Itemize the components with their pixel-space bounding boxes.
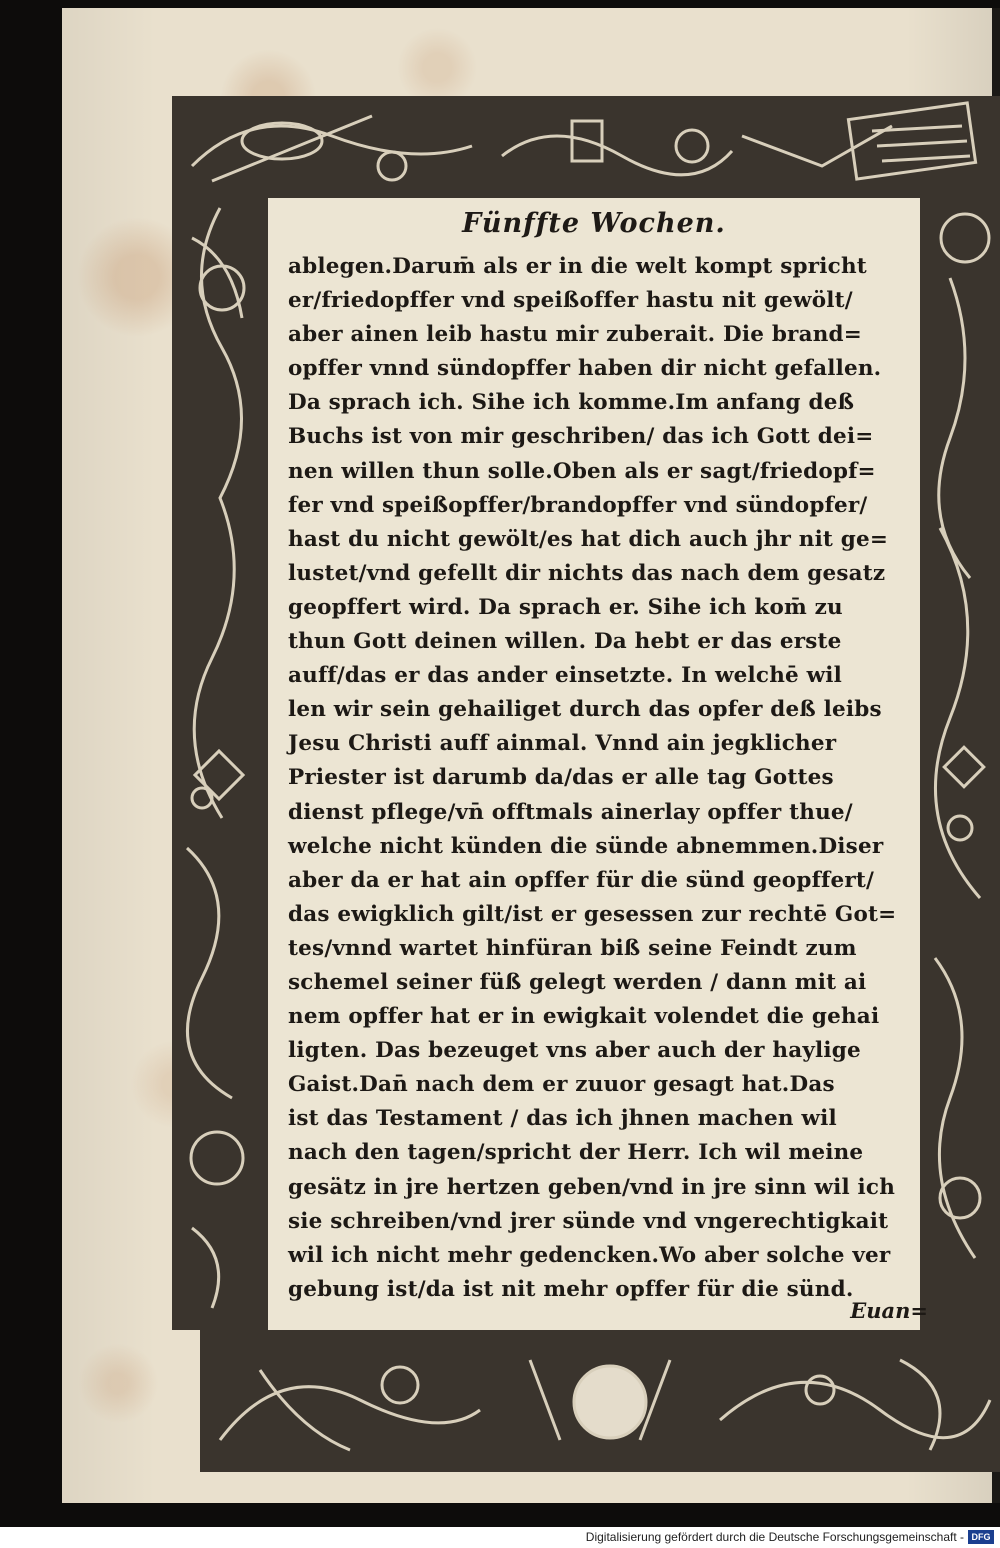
body-text [288,250,928,1307]
text-line: auff/das er das ander einsetzte. In welchē wil [288,663,843,689]
text-line: ablegen.Darum̄ als er in die welt kompt spricht [288,254,867,279]
text-line: Gaist.Dan̄ nach dem er zuuor gesagt hat.Das [288,1072,835,1098]
text-panel [268,198,928,1330]
text-line: wil ich nicht mehr gedencken.Wo aber solche ver [288,1242,891,1268]
text-line: Priester ist darumb da/das er alle tag Gottes [288,765,834,791]
text-line: Jesu Christi auff ainmal. Vnnd ain jegklicher [288,731,837,757]
text-line: aber ainen leib hastu mir zuberait. Die brand= [288,322,862,348]
woodcut-border-bottom [200,1330,1000,1472]
text-line: thun Gott deinen willen. Da hebt er das erste [288,629,842,655]
text-line: ligten. Das bezeuget vns aber auch der haylige [288,1038,861,1064]
text-line: tes/vnnd wartet hinfüran biß seine Feindt zum [288,935,857,961]
text-line: len wir sein gehailiget durch das opfer deß leibs [288,697,882,723]
text-line: welche nicht künden die sünde abnemmen.Diser [288,833,884,859]
text-line: schemel seiner füß gelegt werden / dann mit ai [288,969,867,995]
text-line: ist das Testament / das ich jhnen machen wil [288,1106,837,1132]
woodcut-border-top [172,96,1000,198]
text-line: Buchs ist von mir geschriben/ das ich Gott dei= [288,424,874,450]
page-heading: Fünffte Wochen. [462,208,726,239]
footer-credit: Digitalisierung gefördert durch die Deutsche Forschungsgemeinschaft - [585,1530,964,1544]
text-line: fer vnd speißopffer/brandopffer vnd sündopfer/ [288,492,868,518]
text-line: nach den tagen/spricht der Herr. Ich wil meine [288,1140,864,1166]
text-line: lustet/vnd gefellt dir nichts das nach dem gesatz [288,560,886,586]
text-line: aber da er hat ain opffer für die sünd geopffert/ [288,867,875,893]
text-line: opffer vnnd sündopffer haben dir nicht gefallen. [288,356,882,382]
footer-bar [0,1527,1000,1548]
text-line: nen willen thun solle.Oben als er sagt/friedopf= [288,458,876,484]
dfg-logo-icon: DFG [968,1530,994,1544]
text-line: hast du nicht gewölt/es hat dich auch jhr nit ge= [288,526,889,552]
woodcut-border-left [172,198,268,1330]
text-line: gebung ist/da ist nit mehr opffer für die sünd. [288,1276,854,1302]
text-line: Da sprach ich. Sihe ich komme.Im anfang deß [288,390,855,416]
text-line: er/friedopffer vnd speißoffer hastu nit gewölt/ [288,288,853,314]
text-line: das ewigklich gilt/ist er gesessen zur rechtē Got= [288,901,897,927]
text-line: gesätz in jre hertzen geben/vnd in jre sinn wil ich [288,1174,896,1200]
text-line: geopffert wird. Da sprach er. Sihe ich kom̄ zu [288,594,843,620]
text-line: dienst pflege/vn̄ offtmals ainerlay opffer thue/ [288,799,853,825]
woodcut-border-right [920,198,1000,1330]
text-line: nem opffer hat er in ewigkait volendet die gehai [288,1004,880,1030]
text-line: sie schreiben/vnd jrer sünde vnd vngerechtigkait [288,1208,889,1234]
catchword: Euan= [850,1298,928,1323]
